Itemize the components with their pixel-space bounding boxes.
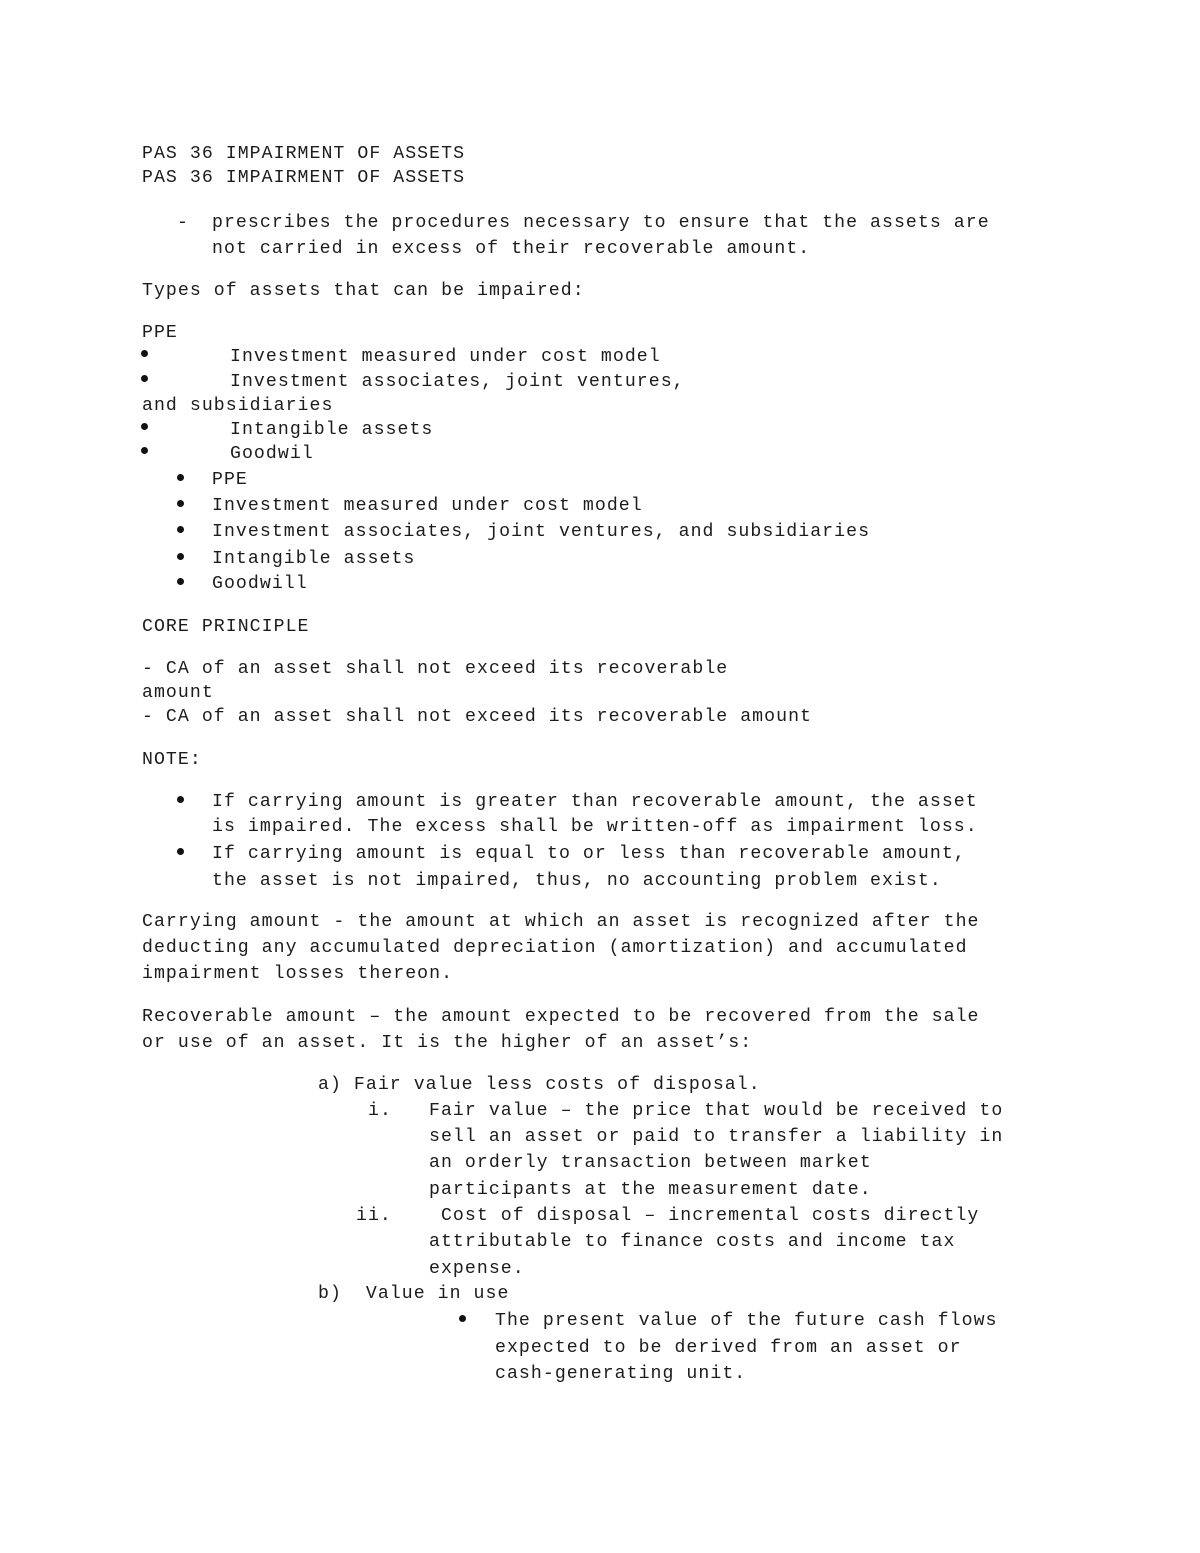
types-v2-item: Investment measured under cost model: [212, 496, 643, 516]
bullet-icon: [141, 375, 148, 382]
carrying-amount-line: deducting any accumulated depreciation (amortization) and accumulated: [142, 938, 968, 958]
bullet-icon: [459, 1315, 466, 1322]
option-a-sub-line: sell an asset or paid to transfer a liability in: [429, 1127, 1004, 1147]
option-a-sub-line: Cost of disposal – incremental costs directly: [429, 1206, 980, 1226]
types-v2-item: Investment associates, joint ventures, and subsidiaries: [212, 522, 871, 542]
option-a-sub-marker: i.: [368, 1101, 392, 1121]
core-principle-line: - CA of an asset shall not exceed its recoverable amount: [142, 707, 812, 727]
bullet-icon: [177, 796, 184, 803]
types-heading: Types of assets that can be impaired:: [142, 281, 585, 301]
option-b-line: expected to be derived from an asset or: [495, 1338, 962, 1358]
carrying-amount-line: Carrying amount - the amount at which an asset is recognized after the: [142, 912, 980, 932]
option-a-sub-line: Fair value – the price that would be received to: [429, 1101, 1004, 1121]
bullet-icon: [177, 474, 184, 481]
types-v1-first: PPE: [142, 323, 178, 343]
intro-line: prescribes the procedures necessary to ensure that the assets are: [212, 213, 990, 233]
bullet-icon: [177, 553, 184, 560]
document-title: PAS 36 IMPAIRMENT OF ASSETS: [142, 144, 466, 164]
bullet-icon: [141, 350, 148, 357]
option-a-label: a) Fair value less costs of disposal.: [318, 1075, 761, 1095]
option-a-sub-line: expense.: [429, 1259, 525, 1279]
note-item-line: If carrying amount is greater than recoverable amount, the asset: [212, 792, 978, 812]
bullet-icon: [141, 423, 148, 430]
option-b-label: b) Value in use: [318, 1284, 510, 1304]
types-v2-item: PPE: [212, 470, 248, 490]
core-principle-line: - CA of an asset shall not exceed its recoverable: [142, 659, 729, 679]
note-item-line: the asset is not impaired, thus, no accounting problem exist.: [212, 871, 942, 891]
recoverable-amount-line: or use of an asset. It is the higher of an asset’s:: [142, 1033, 753, 1053]
document-title-repeat: PAS 36 IMPAIRMENT OF ASSETS: [142, 168, 466, 188]
option-a-sub-marker: ii.: [356, 1206, 392, 1226]
types-v1-item: Investment associates, joint ventures,: [230, 372, 685, 392]
bullet-icon: [177, 848, 184, 855]
types-v2-item: Intangible assets: [212, 549, 416, 569]
bullet-icon: [177, 578, 184, 585]
note-item-line: is impaired. The excess shall be written-off as impairment loss.: [212, 817, 978, 837]
types-v1-item: Investment measured under cost model: [230, 347, 661, 367]
intro-line: not carried in excess of their recoverable amount.: [212, 239, 811, 259]
option-a-sub-line: participants at the measurement date.: [429, 1180, 872, 1200]
note-item-line: If carrying amount is equal to or less than recoverable amount,: [212, 844, 966, 864]
recoverable-amount-line: Recoverable amount – the amount expected to be recovered from the sale: [142, 1007, 980, 1027]
core-principle-line: amount: [142, 683, 214, 703]
option-a-sub-line: an orderly transaction between market: [429, 1153, 872, 1173]
carrying-amount-line: impairment losses thereon.: [142, 964, 454, 984]
types-v1-wrap: and subsidiaries: [142, 396, 334, 416]
option-b-line: The present value of the future cash flows: [495, 1311, 998, 1331]
option-a-sub-line: attributable to finance costs and income tax: [429, 1232, 956, 1252]
intro-dash: -: [177, 213, 189, 233]
types-v1-item: Goodwil: [230, 444, 314, 464]
bullet-icon: [177, 500, 184, 507]
core-principle-heading: CORE PRINCIPLE: [142, 617, 310, 637]
bullet-icon: [177, 526, 184, 533]
types-v1-item: Intangible assets: [230, 420, 434, 440]
bullet-icon: [141, 447, 148, 454]
note-heading: NOTE:: [142, 750, 202, 770]
option-b-line: cash-generating unit.: [495, 1364, 747, 1384]
types-v2-item: Goodwill: [212, 574, 308, 594]
